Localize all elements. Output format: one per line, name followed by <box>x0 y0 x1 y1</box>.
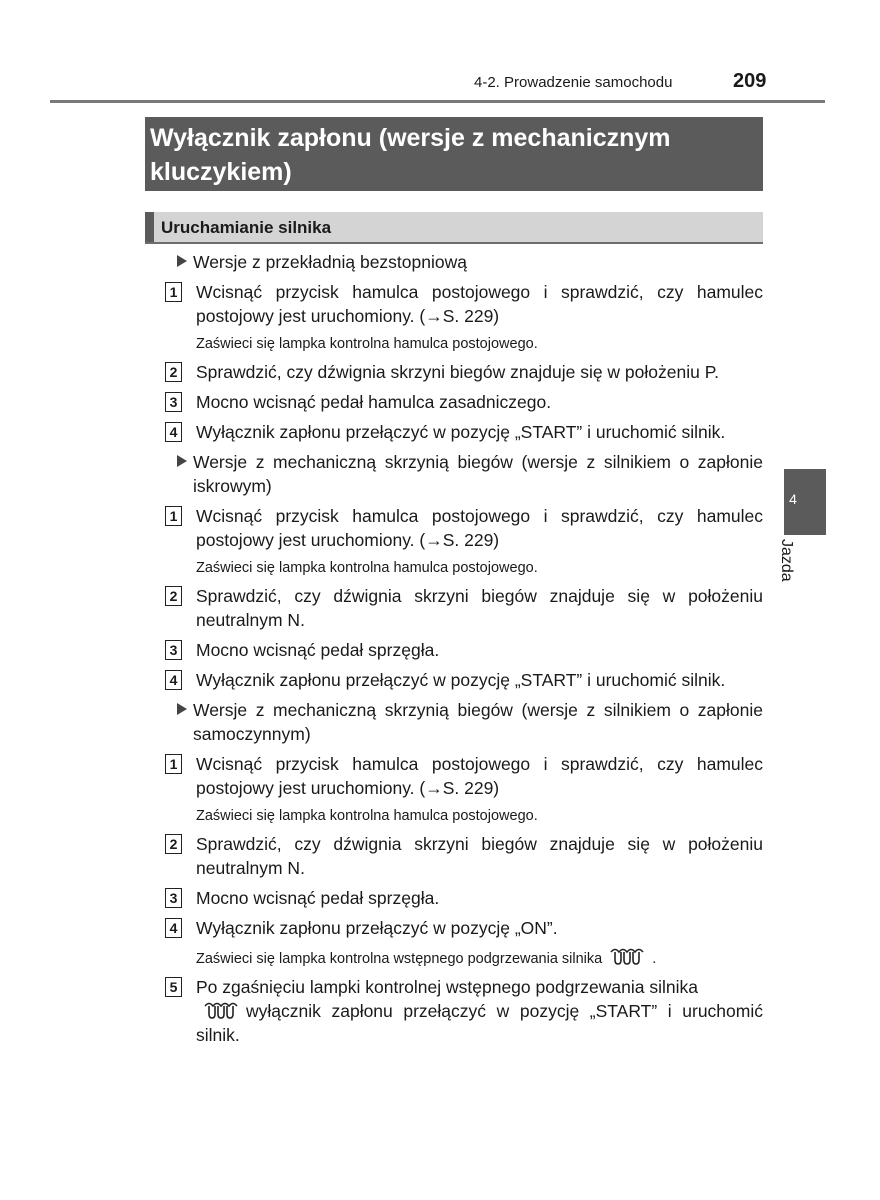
variant-text: Wersje z przekładnią bezstopniową <box>193 252 467 272</box>
variant-heading <box>165 250 763 274</box>
step-note-end: . <box>652 951 657 967</box>
step-text: Mocno wcisnąć pedał sprzęgła. <box>196 888 440 908</box>
step-text: Wcisnąć przycisk hamulca postojowego i sprawdzić, czy hamulec postojowy jest uruchomiony. (→S. 229) <box>196 506 763 550</box>
step-number-badge: 4 <box>165 918 182 938</box>
step-text: Wyłącznik zapłonu przełączyć w pozycję „ON”. <box>196 918 558 938</box>
step-number-badge: 4 <box>165 670 182 690</box>
step-number-badge: 3 <box>165 392 182 412</box>
step-item <box>165 668 763 692</box>
section-title: 4-2. Prowadzenie samochodu <box>474 74 673 91</box>
step-item <box>165 975 763 1047</box>
step-item <box>165 390 763 414</box>
step-text: Sprawdzić, czy dźwignia skrzyni biegów znajduje się w położeniu neutralnym N. <box>196 586 763 630</box>
chapter-number: 4 <box>789 491 797 507</box>
step-item <box>165 420 763 444</box>
step-number-badge: 5 <box>165 977 182 997</box>
step-note-text: Zaświeci się lampka kontrolna hamulca postojowego. <box>196 336 538 352</box>
procedure-content <box>165 250 763 1053</box>
triangle-bullet-icon <box>177 255 187 267</box>
step-number-badge: 2 <box>165 362 182 382</box>
chapter-tab <box>784 469 826 535</box>
page-number: 209 <box>733 70 767 92</box>
step-text: Wyłącznik zapłonu przełączyć w pozycję „START” i uruchomić silnik. <box>196 422 726 442</box>
step-item <box>165 916 763 940</box>
step-item <box>165 638 763 662</box>
step-item <box>165 280 763 328</box>
step-item <box>165 504 763 552</box>
step-item <box>165 584 763 632</box>
step-item <box>165 832 763 880</box>
step-number-badge: 1 <box>165 506 182 526</box>
step-text: Mocno wcisnąć pedał sprzęgła. <box>196 640 440 660</box>
subheading <box>145 212 763 244</box>
triangle-bullet-icon <box>177 703 187 715</box>
step-text: Wcisnąć przycisk hamulca postojowego i sprawdzić, czy hamulec postojowy jest uruchomiony. (→S. 229) <box>196 282 763 326</box>
step-note-text: Zaświeci się lampka kontrolna hamulca postojowego. <box>196 808 538 824</box>
variant-text: Wersje z mechaniczną skrzynią biegów (wersje z silnikiem o zapłonie samoczynnym) <box>193 700 763 744</box>
step-text-continued: wyłącznik zapłonu przełączyć w pozycję „START” i uruchomić silnik. <box>196 1001 763 1045</box>
step-number-badge: 2 <box>165 834 182 854</box>
step-item <box>165 886 763 910</box>
step-note-text: Zaświeci się lampka kontrolna wstępnego podgrzewania silnika <box>196 951 603 967</box>
step-note <box>196 806 763 826</box>
header-divider <box>50 100 825 103</box>
step-number-badge: 2 <box>165 586 182 606</box>
step-note <box>196 558 763 578</box>
step-note <box>196 334 763 354</box>
step-number-badge: 3 <box>165 640 182 660</box>
chapter-label-text: Jazda <box>778 539 795 582</box>
variant-heading <box>165 450 763 498</box>
step-text: Mocno wcisnąć pedał hamulca zasadniczego. <box>196 392 552 412</box>
glow-plug-icon <box>608 946 646 966</box>
variant-text: Wersje z mechaniczną skrzynią biegów (wersje z silnikiem o zapłonie iskrowym) <box>193 452 763 496</box>
chapter-label <box>778 539 811 599</box>
step-note-text: Zaświeci się lampka kontrolna hamulca postojowego. <box>196 560 538 576</box>
step-text: Wcisnąć przycisk hamulca postojowego i sprawdzić, czy hamulec postojowy jest uruchomiony. (→S. 229) <box>196 754 763 798</box>
glow-plug-icon <box>202 1000 240 1020</box>
step-item <box>165 360 763 384</box>
step-text: Wyłącznik zapłonu przełączyć w pozycję „START” i uruchomić silnik. <box>196 670 726 690</box>
step-text: Sprawdzić, czy dźwignia skrzyni biegów znajduje się w położeniu P. <box>196 362 719 382</box>
step-number-badge: 1 <box>165 282 182 302</box>
step-text: Sprawdzić, czy dźwignia skrzyni biegów znajduje się w położeniu neutralnym N. <box>196 834 763 878</box>
step-item <box>165 752 763 800</box>
variant-heading <box>165 698 763 746</box>
subheading-text: Uruchamianie silnika <box>161 218 332 237</box>
step-number-badge: 4 <box>165 422 182 442</box>
page-title: Wyłącznik zapłonu (wersje z mechanicznym kluczykiem) <box>145 117 763 191</box>
subheading-marker <box>145 212 154 242</box>
step-number-badge: 1 <box>165 754 182 774</box>
step-number-badge: 3 <box>165 888 182 908</box>
step-note <box>196 946 763 969</box>
triangle-bullet-icon <box>177 455 187 467</box>
step-text: Po zgaśnięciu lampki kontrolnej wstępnego podgrzewania silnika <box>196 977 698 997</box>
